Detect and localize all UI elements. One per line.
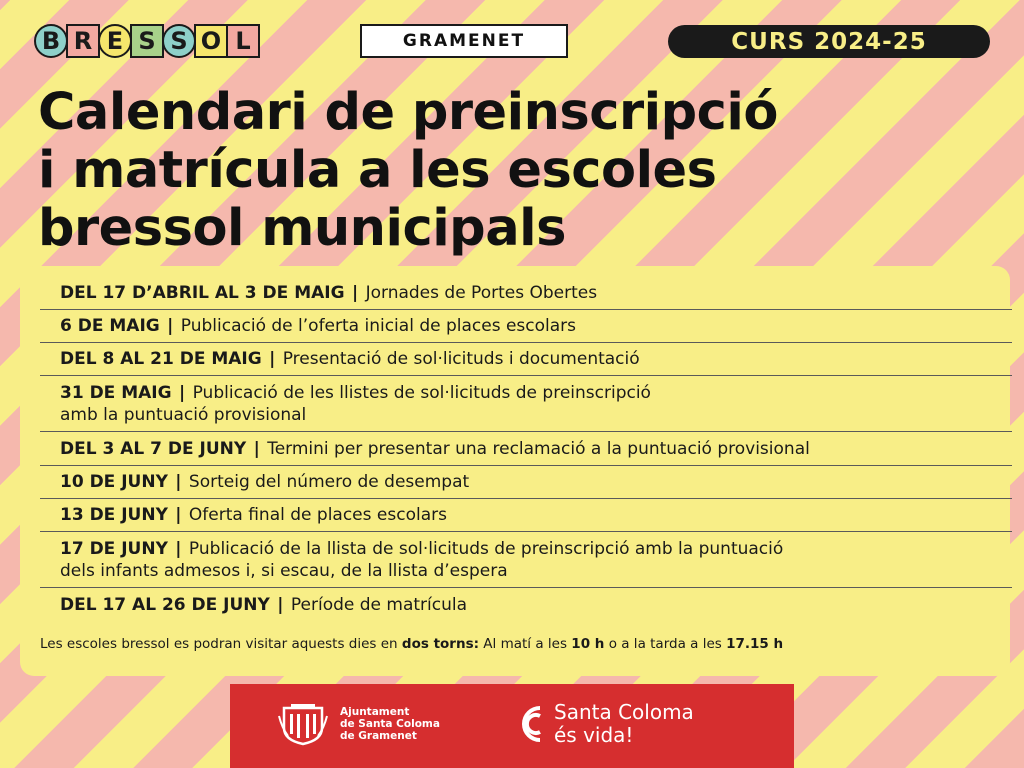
title-line: i matrícula a les escoles — [38, 141, 717, 200]
schedule-desc: Sorteig del número de desempat — [188, 472, 470, 492]
schedule-row — [40, 466, 1012, 499]
schedule-row — [40, 343, 1012, 376]
separator: | — [167, 316, 174, 336]
schedule-row — [40, 276, 1012, 310]
note-bold: dos torns: — [401, 636, 480, 652]
slogan-line: Santa Coloma — [554, 700, 694, 724]
schedule-desc: Oferta final de places escolars — [188, 505, 447, 525]
note-bold: 17.15 h — [726, 636, 784, 652]
ajuntament-line: de Gramenet — [340, 730, 417, 742]
logo-letter: E — [98, 24, 132, 58]
schedule-row — [40, 432, 1012, 466]
course-badge: CURS 2024-25 — [668, 25, 990, 58]
ajuntament-line: de Santa Coloma — [340, 718, 440, 730]
schedule-date: 6 DE MAIG — [60, 316, 160, 336]
schedule-date: DEL 8 AL 21 DE MAIG — [60, 349, 262, 369]
title-line: bressol municipals — [38, 199, 566, 258]
visit-note — [40, 636, 1010, 652]
schedule-desc-cont: dels infants admesos i, si escau, de la llista d’espera — [60, 560, 508, 581]
separator: | — [175, 505, 182, 525]
separator: | — [269, 349, 276, 369]
schedule-desc: Publicació de les llistes de sol·licituds de preinscripció — [192, 382, 651, 403]
schedule-desc: Jornades de Portes Obertes — [365, 282, 598, 303]
note-text: Les escoles bressol es podran visitar aquests dies en — [40, 636, 402, 652]
schedule-desc: Període de matrícula — [290, 595, 468, 615]
logo-letter: B — [34, 24, 68, 58]
schedule-row — [40, 310, 1012, 343]
schedule-desc: Publicació de la llista de sol·licituds de preinscripció amb la puntuació — [188, 538, 784, 559]
schedule-list — [40, 276, 1012, 622]
page-title — [38, 84, 938, 258]
logo-letter: S — [130, 24, 164, 58]
separator: | — [175, 538, 182, 559]
slogan — [554, 701, 694, 747]
schedule-date: DEL 17 AL 26 DE JUNY — [60, 595, 270, 615]
schedule-date: 10 DE JUNY — [60, 472, 168, 492]
title-line: Calendari de preinscripció — [38, 83, 778, 142]
logo-letter: L — [226, 24, 260, 58]
logo-letter: S — [162, 24, 196, 58]
schedule-date: 17 DE JUNY — [60, 538, 168, 559]
ajuntament-logo — [278, 702, 440, 746]
ajuntament-name — [340, 706, 440, 742]
note-bold: 10 h — [571, 636, 605, 652]
separator: | — [351, 282, 359, 303]
footer-banner — [230, 684, 794, 768]
separator: | — [277, 595, 284, 615]
logo-subtitle: GRAMENET — [360, 24, 568, 58]
schedule-panel — [20, 266, 1010, 676]
note-text: o a la tarda a les — [604, 636, 727, 652]
schedule-desc: Presentació de sol·licituds i documentació — [282, 349, 640, 369]
schedule-row — [40, 499, 1012, 532]
separator: | — [175, 472, 182, 492]
schedule-desc: Termini per presentar una reclamació a la puntuació provisional — [267, 438, 810, 459]
bressol-logo — [34, 24, 526, 58]
santa-coloma-mark-icon — [510, 700, 546, 748]
schedule-date: DEL 3 AL 7 DE JUNY — [60, 438, 247, 459]
logo-letter: R — [66, 24, 100, 58]
separator: | — [253, 438, 260, 459]
note-text: Al matí a les — [479, 636, 572, 652]
schedule-date: 31 DE MAIG — [60, 382, 172, 403]
santa-coloma-logo — [510, 700, 694, 748]
schedule-desc: Publicació de l’oferta inicial de places escolars — [180, 316, 577, 336]
schedule-row — [40, 376, 1012, 432]
schedule-date: 13 DE JUNY — [60, 505, 168, 525]
ajuntament-line: Ajuntament — [340, 706, 410, 718]
coat-of-arms-icon — [278, 702, 328, 746]
slogan-line: és vida! — [554, 723, 634, 747]
schedule-row — [40, 532, 1012, 588]
logo-letters — [34, 24, 258, 58]
logo-letter: O — [194, 24, 228, 58]
separator: | — [178, 382, 186, 403]
schedule-row — [40, 588, 1012, 622]
schedule-desc-cont: amb la puntuació provisional — [60, 404, 307, 425]
schedule-date: DEL 17 D’ABRIL AL 3 DE MAIG — [60, 282, 345, 303]
